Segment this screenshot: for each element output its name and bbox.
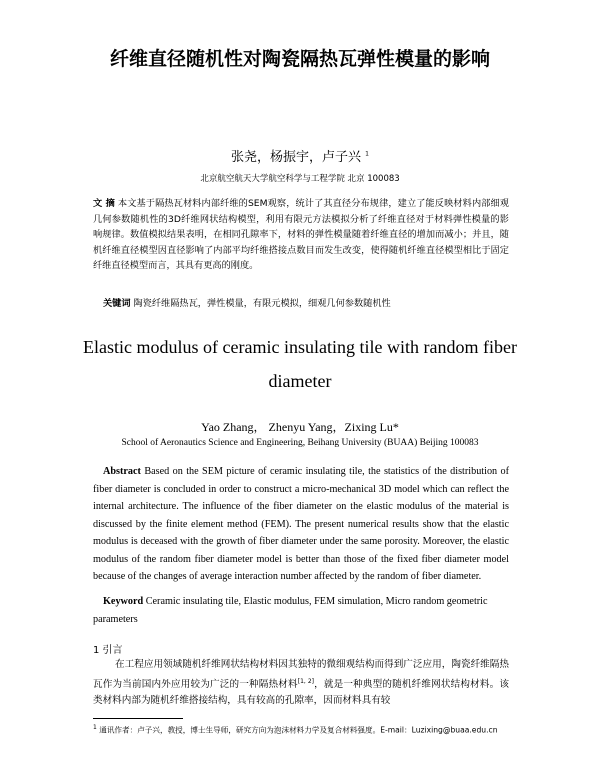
corresponding-author-mark: 1 — [365, 150, 369, 158]
footnote — [93, 722, 509, 737]
abstract-english — [93, 463, 509, 586]
introduction-text-part2: ，就是一种典型的随机纤维网状结构材料。该类材料内部为随机纤维搭接结构，具有较高的孔隙率，因而材料具有较 — [93, 678, 510, 707]
keywords-english — [93, 593, 509, 628]
keywords-english-label: Keyword — [103, 596, 144, 607]
keywords-english-text: Ceramic insulating tile, Elastic modulus, FEM simulation, Micro random geometric parameters — [93, 596, 488, 625]
affiliation-english: School of Aeronautics Science and Engineering, Beihang University (BUAA) Beijing 100083 — [121, 438, 479, 448]
footnote-text: 通讯作者：卢子兴，教授，博士生导师，研究方向为泡沫材料力学及复合材料强度。E-mail：Luzixing@buaa.edu.cn — [99, 725, 498, 735]
keywords-chinese-text: 陶瓷纤维隔热瓦，弹性模量，有限元模拟，细观几何参数随机性 — [133, 298, 391, 309]
abstract-english-label: Abstract — [103, 466, 141, 477]
authors-english: Yao Zhang， Zhenyu Yang，Zixing Lu* — [201, 420, 399, 434]
section-heading-introduction: 1 引言 — [93, 645, 123, 656]
footnote-mark: 1 — [93, 724, 97, 731]
abstract-english-text: Based on the SEM picture of ceramic insulating tile, the statistics of the distribution of fiber diameter is concluded in order to construct a micro-mechanical 3D model which can reflect the internal architecture. The influence of the fiber diameter on the elastic modulus of the material is discussed by the finite element method (FEM). The present numerical results show that the elastic modulus is deceased with the growth of fiber diameter under the same porosity. Moreover, the elastic modulus of the random fiber diameter model is better than those of the fixed fiber diameter model because of the changes of average interaction number affected by the random of fiber diameter. — [93, 466, 510, 582]
paper-title-chinese: 纤维直径随机性对陶瓷隔热瓦弹性模量的影响 — [109, 48, 490, 70]
keywords-chinese — [103, 296, 509, 311]
abstract-chinese-label: 文 摘 — [93, 198, 115, 209]
authors-chinese — [0, 146, 600, 165]
affiliation-chinese: 北京航空航天大学航空科学与工程学院 北京 100083 — [200, 174, 400, 184]
abstract-chinese-text: 本文基于隔热瓦材料内部纤维的SEM观察，统计了其直径分布规律，建立了能反映材料内部细观几何参数随机性的3D纤维网状结构模型，利用有限元方法模拟分析了纤维直径对于材料弹性模量的影响规律。数值模拟结果表明，在相同孔隙率下，材料的弹性模量随着纤维直径的增加而减小；并且，随机纤维直径模型因直径影响了内部平均纤维搭接点数目而发生改变，使得随机纤维直径模型相比于固定纤维直径模型而言，其具有更高的刚度。 — [93, 198, 510, 271]
abstract-chinese — [93, 196, 509, 274]
keywords-chinese-label: 关键词 — [103, 298, 131, 309]
citation-reference: [1, 2] — [297, 677, 315, 685]
introduction-text-part1: 在工程应用领域随机纤维网状结构材料因其独特的微细观结构而得到广泛应用，陶瓷纤维隔热瓦作为当前国内外应用较为广泛的一种隔热材料 — [93, 659, 509, 690]
paper-title-english: Elastic modulus of ceramic insulating tile with random fiber diameter — [83, 337, 517, 391]
footnote-divider — [93, 718, 183, 719]
introduction-paragraph — [93, 657, 509, 710]
authors-chinese-names: 张尧，杨振宇，卢子兴 — [231, 150, 362, 165]
